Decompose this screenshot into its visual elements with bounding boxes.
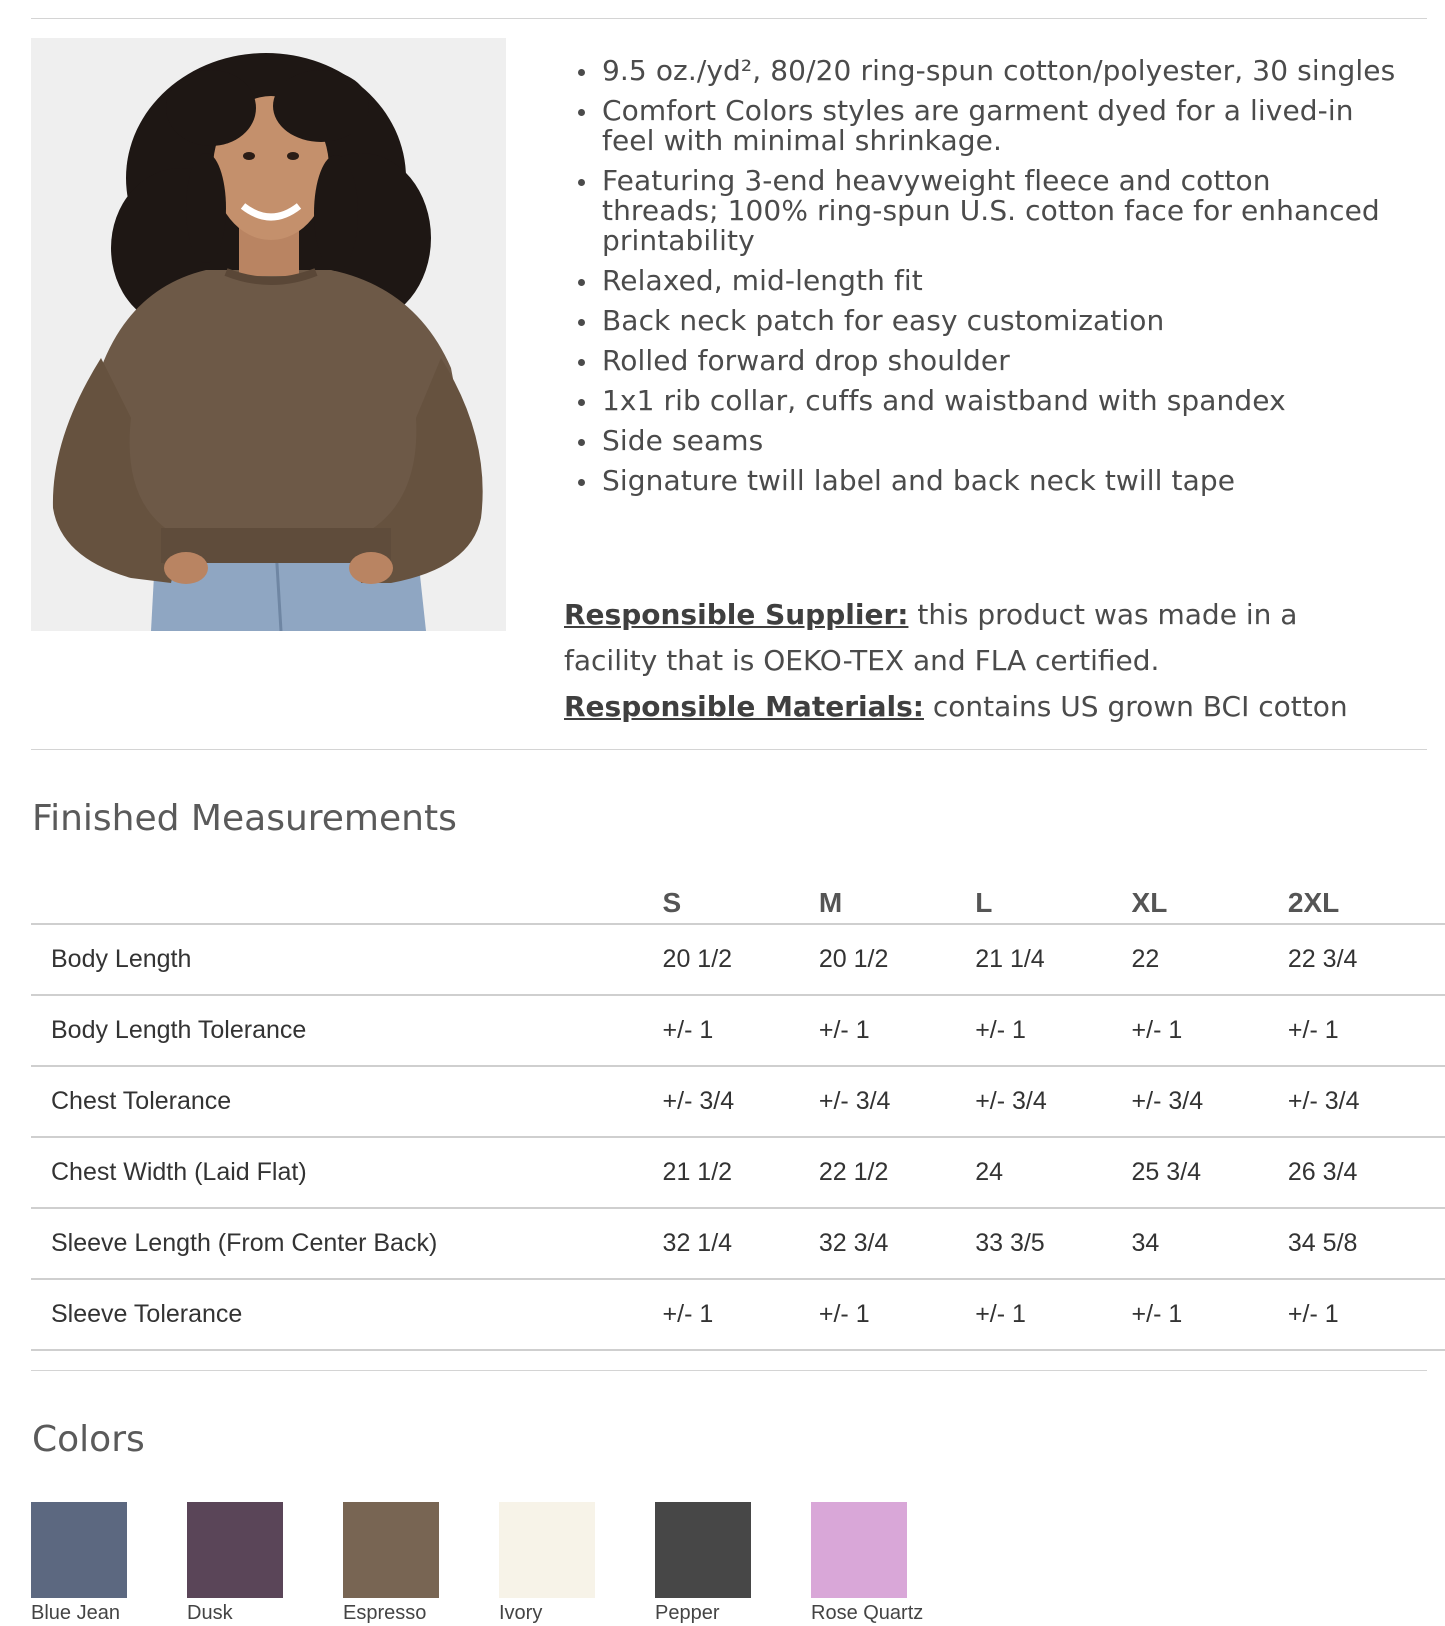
header-size-xl: XL xyxy=(1132,878,1288,924)
feature-item: Comfort Colors styles are garment dyed for a lived-in feel with minimal shrinkage. xyxy=(566,96,1396,156)
table-row xyxy=(31,1066,1445,1137)
table-cell: +/- 1 xyxy=(1288,1279,1445,1350)
table-cell: +/- 1 xyxy=(1288,995,1445,1066)
color-chip[interactable] xyxy=(187,1502,283,1598)
table-cell: 22 3/4 xyxy=(1288,924,1445,995)
responsible-supplier xyxy=(564,592,1394,684)
table-cell: 34 xyxy=(1132,1208,1288,1279)
color-name: Rose Quartz xyxy=(811,1602,924,1624)
responsible-supplier-label: Responsible Supplier: xyxy=(564,598,909,631)
table-cell: 20 1/2 xyxy=(663,924,819,995)
table-header-row xyxy=(31,878,1445,924)
responsible-materials-label: Responsible Materials: xyxy=(564,690,924,723)
table-cell: 26 3/4 xyxy=(1288,1137,1445,1208)
table-cell: 22 xyxy=(1132,924,1288,995)
color-name: Ivory xyxy=(499,1602,543,1624)
table-cell: 33 3/5 xyxy=(975,1208,1131,1279)
table-row xyxy=(31,924,1445,995)
measurements-table xyxy=(31,878,1445,1351)
table-row xyxy=(31,1279,1445,1350)
table-cell: +/- 3/4 xyxy=(1132,1066,1288,1137)
feature-item: Back neck patch for easy customization xyxy=(566,306,1396,336)
color-swatch-ivory[interactable] xyxy=(499,1502,655,1625)
table-cell: +/- 3/4 xyxy=(975,1066,1131,1137)
feature-item: 1x1 rib collar, cuffs and waistband with spandex xyxy=(566,386,1396,416)
color-swatch-list xyxy=(31,1502,967,1625)
table-cell: +/- 1 xyxy=(1132,1279,1288,1350)
header-size-2xl: 2XL xyxy=(1288,878,1445,924)
color-swatch-rose-quartz[interactable] xyxy=(811,1502,967,1625)
table-cell: +/- 1 xyxy=(663,1279,819,1350)
table-cell: 21 1/4 xyxy=(975,924,1131,995)
table-cell: +/- 1 xyxy=(975,1279,1131,1350)
measurements-title: Finished Measurements xyxy=(32,798,457,839)
model-illustration xyxy=(31,38,506,631)
table-cell: +/- 1 xyxy=(819,1279,975,1350)
table-cell: +/- 1 xyxy=(975,995,1131,1066)
color-swatch-blue-jean[interactable] xyxy=(31,1502,187,1625)
header-size-l: L xyxy=(975,878,1131,924)
header-size-s: S xyxy=(663,878,819,924)
color-swatch-pepper[interactable] xyxy=(655,1502,811,1625)
table-row xyxy=(31,1208,1445,1279)
color-chip[interactable] xyxy=(499,1502,595,1598)
table-cell: 32 3/4 xyxy=(819,1208,975,1279)
section-divider xyxy=(31,749,1427,750)
color-name: Dusk xyxy=(187,1602,233,1624)
product-photo xyxy=(31,38,506,631)
table-cell: +/- 3/4 xyxy=(1288,1066,1445,1137)
section-divider xyxy=(31,1370,1427,1371)
row-label: Body Length xyxy=(31,924,663,995)
table-cell: +/- 1 xyxy=(663,995,819,1066)
row-label: Sleeve Length (From Center Back) xyxy=(31,1208,663,1279)
row-label: Body Length Tolerance xyxy=(31,995,663,1066)
feature-item: Featuring 3-end heavyweight fleece and cotton threads; 100% ring-spun U.S. cotton face for enhanced printability xyxy=(566,166,1396,256)
table-cell: 32 1/4 xyxy=(663,1208,819,1279)
responsible-supplier-text: this product was made in a facility that is OEKO-TEX and FLA certified. xyxy=(564,598,1298,677)
feature-list xyxy=(566,56,1396,506)
color-name: Espresso xyxy=(343,1602,427,1624)
table-cell: 20 1/2 xyxy=(819,924,975,995)
responsible-materials-text: contains US grown BCI cotton xyxy=(923,690,1348,723)
row-label: Chest Width (Laid Flat) xyxy=(31,1137,663,1208)
table-cell: 34 5/8 xyxy=(1288,1208,1445,1279)
table-cell: 21 1/2 xyxy=(663,1137,819,1208)
colors-title: Colors xyxy=(32,1419,145,1460)
table-cell: 22 1/2 xyxy=(819,1137,975,1208)
table-cell: +/- 1 xyxy=(819,995,975,1066)
color-chip[interactable] xyxy=(343,1502,439,1598)
color-name: Blue Jean xyxy=(31,1602,120,1624)
table-row xyxy=(31,995,1445,1066)
feature-item: Signature twill label and back neck twill tape xyxy=(566,466,1396,496)
table-cell: +/- 1 xyxy=(1132,995,1288,1066)
responsible-materials xyxy=(564,684,1394,730)
table-cell: 24 xyxy=(975,1137,1131,1208)
color-swatch-dusk[interactable] xyxy=(187,1502,343,1625)
row-label: Sleeve Tolerance xyxy=(31,1279,663,1350)
feature-item: Relaxed, mid-length fit xyxy=(566,266,1396,296)
header-size-m: M xyxy=(819,878,975,924)
feature-item: 9.5 oz./yd², 80/20 ring-spun cotton/polyester, 30 singles xyxy=(566,56,1396,86)
row-label: Chest Tolerance xyxy=(31,1066,663,1137)
feature-item: Side seams xyxy=(566,426,1396,456)
feature-item: Rolled forward drop shoulder xyxy=(566,346,1396,376)
color-chip[interactable] xyxy=(31,1502,127,1598)
color-chip[interactable] xyxy=(811,1502,907,1598)
color-swatch-espresso[interactable] xyxy=(343,1502,499,1625)
table-cell: 25 3/4 xyxy=(1132,1137,1288,1208)
table-cell: +/- 3/4 xyxy=(819,1066,975,1137)
color-name: Pepper xyxy=(655,1602,720,1624)
responsibility-notes xyxy=(564,592,1394,730)
table-row xyxy=(31,1137,1445,1208)
table-cell: +/- 3/4 xyxy=(663,1066,819,1137)
top-divider xyxy=(31,18,1427,19)
color-chip[interactable] xyxy=(655,1502,751,1598)
header-label-cell xyxy=(31,878,663,924)
